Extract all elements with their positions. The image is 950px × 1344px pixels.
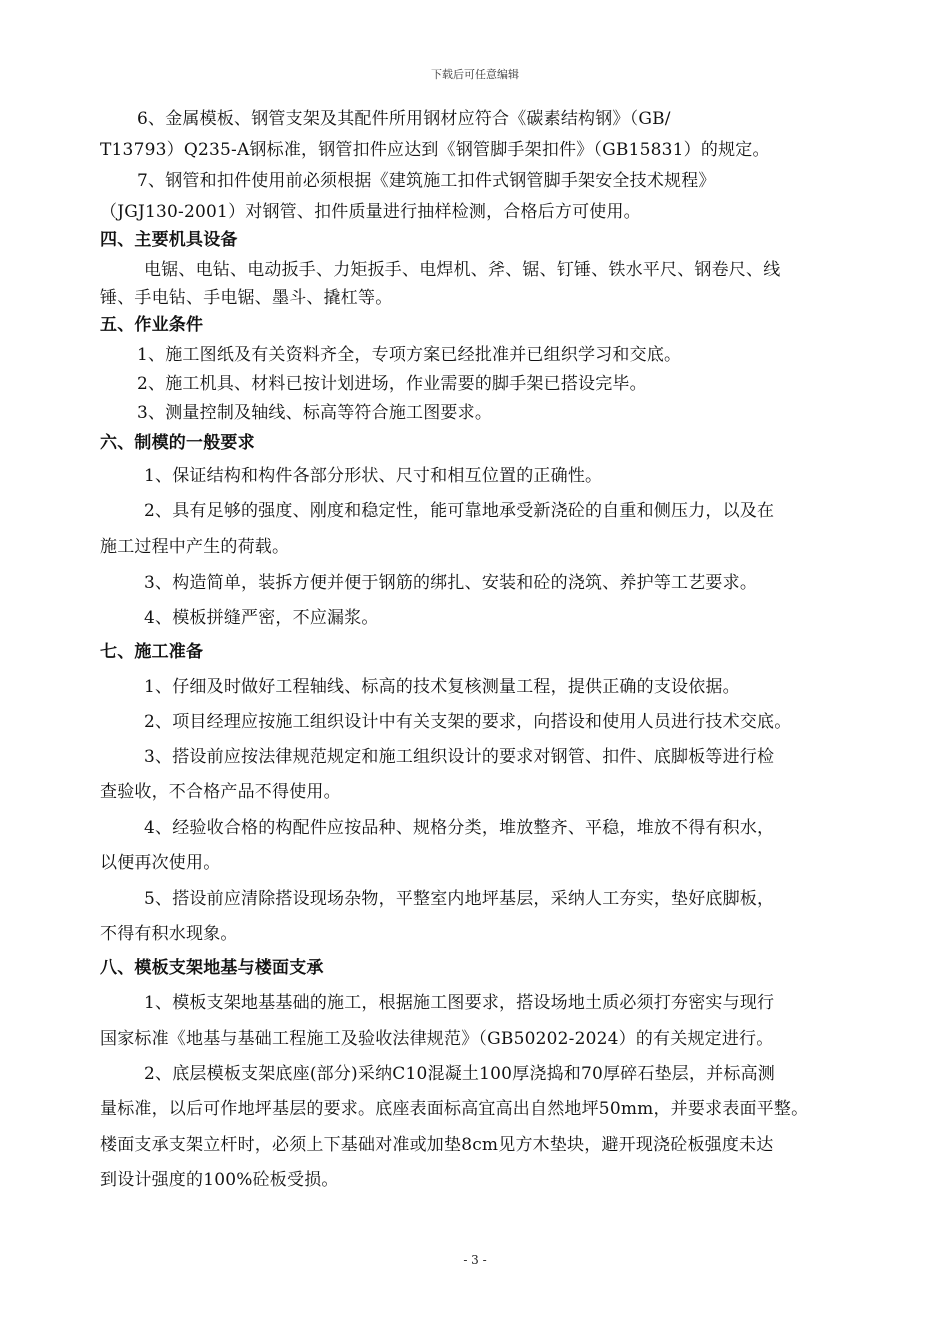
section-heading: 五、作业条件 (100, 315, 204, 335)
paragraph-line: 国家标准《地基与基础工程施工及验收法律规范》（GB50202-2024）的有关规定进行。 (100, 1029, 774, 1049)
paragraph-line: 4、模板拼缝严密，不应漏浆。 (144, 608, 379, 628)
paragraph-line: 施工过程中产生的荷载。 (100, 537, 290, 557)
section-heading: 四、主要机具设备 (100, 230, 238, 250)
paragraph-line: 锤、手电钻、手电锯、墨斗、撬杠等。 (100, 288, 393, 308)
paragraph-line: 1、保证结构和构件各部分形状、尺寸和相互位置的正确性。 (144, 466, 603, 486)
paragraph-line: 1、模板支架地基基础的施工，根据施工图要求，搭设场地土质必须打夯密实与现行 (144, 993, 775, 1013)
paragraph-line: 2、项目经理应按施工组织设计中有关支架的要求，向搭设和使用人员进行技术交底。 (144, 712, 792, 732)
paragraph-line: 2、施工机具、材料已按计划进场，作业需要的脚手架已搭设完毕。 (137, 374, 647, 394)
paragraph-line: 1、施工图纸及有关资料齐全，专项方案已经批准并已组织学习和交底。 (137, 345, 682, 365)
paragraph-line: 量标准，以后可作地坪基层的要求。底座表面标高宜高出自然地坪50mm，并要求表面平整。 (100, 1099, 809, 1119)
section-heading: 八、模板支架地基与楼面支承 (100, 958, 324, 978)
paragraph-line: 电锯、电钻、电动扳手、力矩扳手、电焊机、斧、锯、钉锤、铁水平尺、钢卷尺、线 (144, 260, 781, 280)
paragraph-line: T13793）Q235-A钢标准，钢管扣件应达到《钢管脚手架扣件》（GB15831）的规定。 (100, 140, 770, 160)
page-number: - 3 - (463, 1253, 487, 1267)
section-heading: 六、制模的一般要求 (100, 433, 255, 453)
header-note: 下载后可任意编辑 (431, 68, 519, 81)
paragraph-line: 以便再次使用。 (100, 853, 221, 873)
paragraph-line: 不得有积水现象。 (100, 924, 238, 944)
section-heading: 七、施工准备 (100, 642, 204, 662)
paragraph-line: 1、仔细及时做好工程轴线、标高的技术复核测量工程，提供正确的支设依据。 (144, 677, 740, 697)
paragraph-line: （JGJ130-2001）对钢管、扣件质量进行抽样检测，合格后方可使用。 (100, 202, 641, 222)
paragraph-line: 楼面支承支架立杆时，必须上下基础对准或加垫8cm见方木垫块，避开现浇砼板强度未达 (100, 1135, 774, 1155)
paragraph-line: 5、搭设前应清除搭设现场杂物，平整室内地坪基层，采纳人工夯实，垫好底脚板， (144, 889, 775, 909)
paragraph-line: 4、经验收合格的构配件应按品种、规格分类，堆放整齐、平稳，堆放不得有积水， (144, 818, 775, 838)
paragraph-line: 7、钢管和扣件使用前必须根据《建筑施工扣件式钢管脚手架安全技术规程》 (137, 171, 716, 191)
paragraph-line: 查验收，不合格产品不得使用。 (100, 782, 341, 802)
paragraph-line: 3、测量控制及轴线、标高等符合施工图要求。 (137, 403, 493, 423)
paragraph-line: 2、底层模板支架底座(部分)采纳C10混凝土100厚浇捣和70厚碎石垫层，并标高测 (144, 1064, 775, 1084)
paragraph-line: 6、金属模板、钢管支架及其配件所用钢材应符合《碳素结构钢》（GB/ (137, 109, 671, 129)
paragraph-line: 3、构造简单，装拆方便并便于钢筋的绑扎、安装和砼的浇筑、养护等工艺要求。 (144, 573, 758, 593)
paragraph-line: 到设计强度的100%砼板受损。 (100, 1170, 339, 1190)
paragraph-line: 3、搭设前应按法律规范规定和施工组织设计的要求对钢管、扣件、底脚板等进行检 (144, 747, 775, 767)
paragraph-line: 2、具有足够的强度、刚度和稳定性，能可靠地承受新浇砼的自重和侧压力，以及在 (144, 501, 775, 521)
